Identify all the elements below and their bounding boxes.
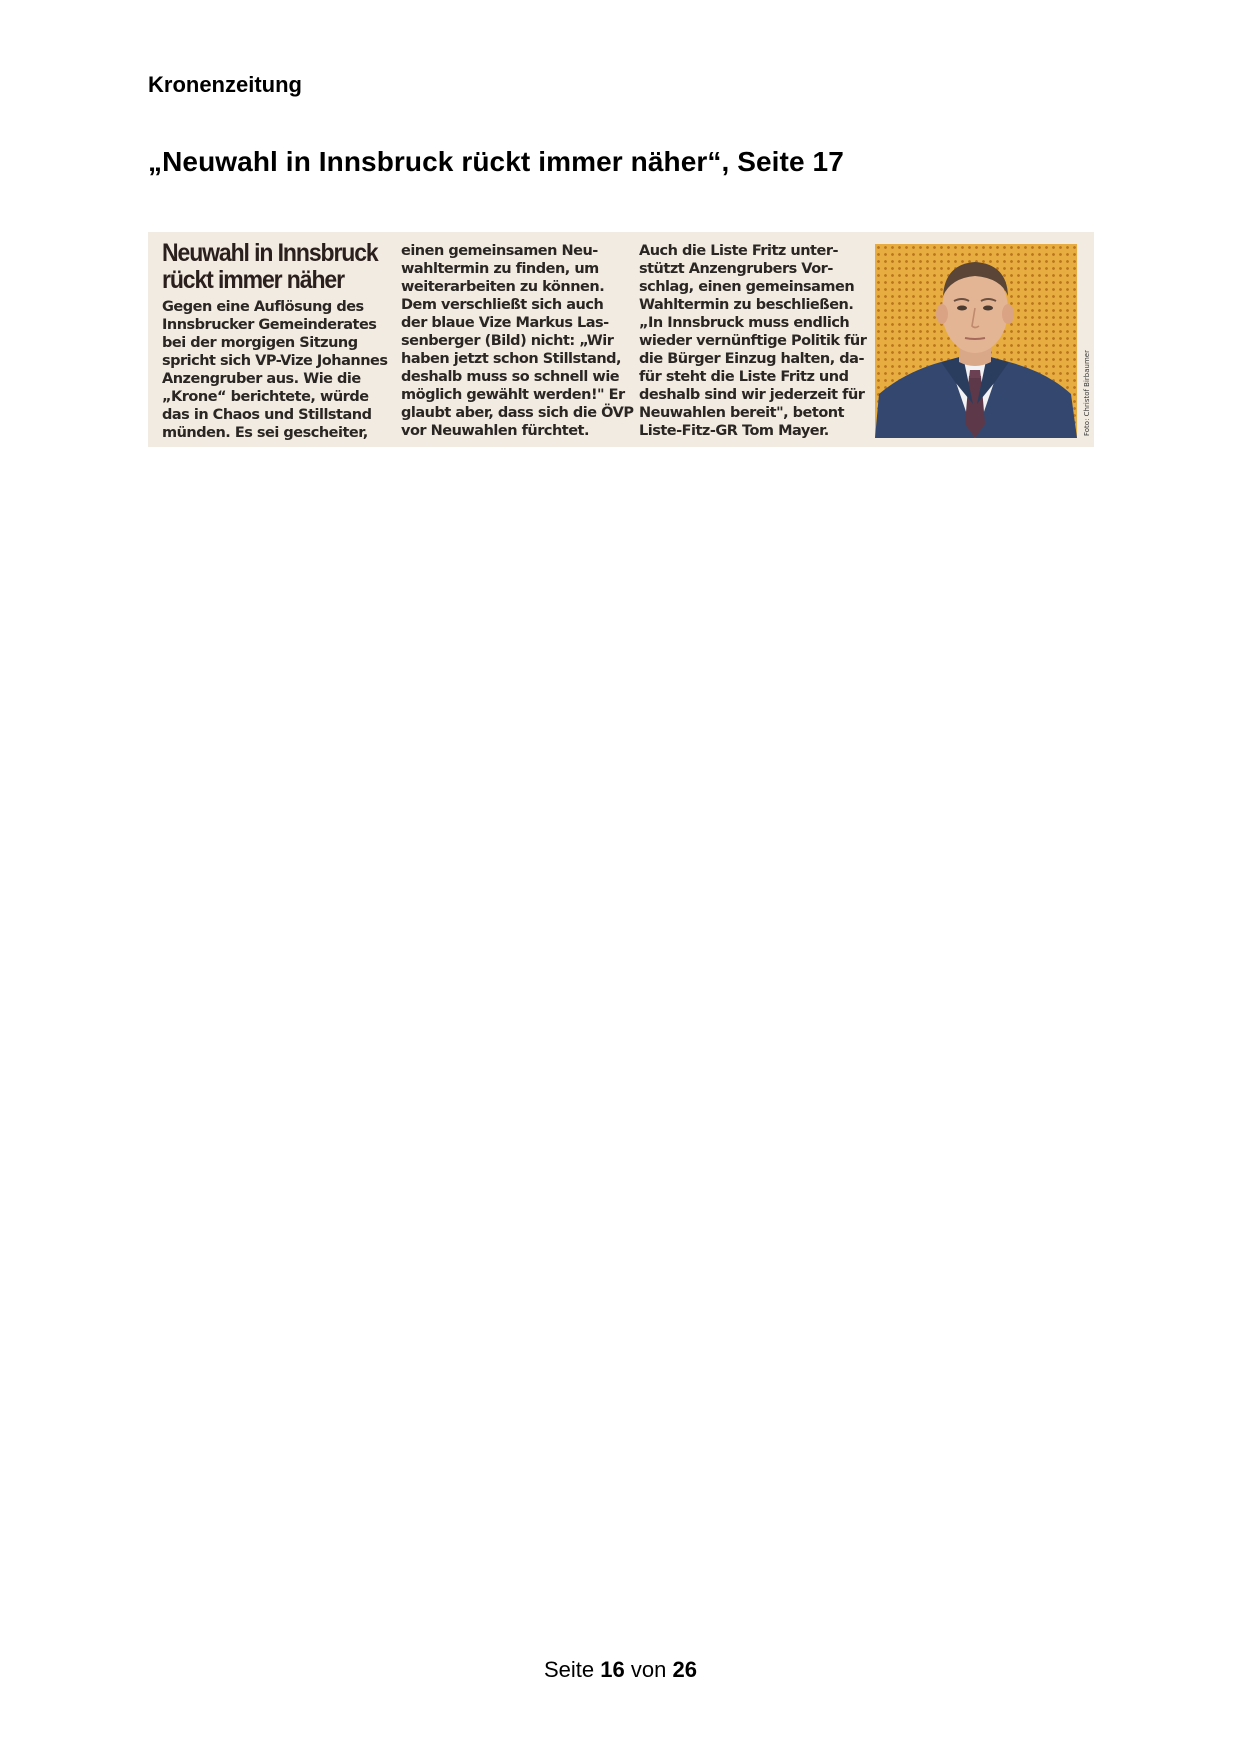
total-page-count: 26: [672, 1657, 697, 1682]
page-label: Seite: [544, 1657, 595, 1682]
text-line: Liste-Fitz-GR Tom Mayer.: [639, 423, 829, 439]
portrait-photo: [875, 244, 1077, 438]
text-line: „In Innsbruck muss endlich: [639, 315, 850, 331]
text-line: weiterarbeiten zu können.: [401, 279, 605, 295]
article-column-1: [162, 240, 387, 442]
newspaper-clipping: [148, 232, 1094, 447]
article-headline: [162, 239, 378, 294]
text-line: einen gemeinsamen Neu-: [401, 243, 598, 259]
text-line: für steht die Liste Fritz und: [639, 369, 849, 385]
headline-line: Neuwahl in Innsbruck: [162, 239, 378, 267]
text-line: wieder vernünftige Politik für: [639, 333, 867, 349]
text-line: Anzengruber aus. Wie die: [162, 371, 361, 387]
text-line: Innsbrucker Gemeinderates: [162, 317, 377, 333]
text-line: vor Neuwahlen fürchtet.: [401, 423, 589, 439]
text-line: senberger (Bild) nicht: „Wir: [401, 333, 614, 349]
text-line: das in Chaos und Stillstand: [162, 407, 372, 423]
text-line: möglich gewählt werden!" Er: [401, 387, 625, 403]
document-title: „Neuwahl in Innsbruck rückt immer näher“, Seite 17: [148, 146, 844, 177]
text-line: wahltermin zu finden, um: [401, 261, 599, 277]
current-page-number: 16: [600, 1657, 625, 1682]
portrait-illustration: [875, 244, 1077, 438]
text-line: der blaue Vize Markus Las-: [401, 315, 609, 331]
photo-credit: Foto: Christof Birbaumer: [1083, 350, 1091, 436]
text-line: bei der morgigen Sitzung: [162, 335, 358, 351]
text-line: haben jetzt schon Stillstand,: [401, 351, 622, 367]
text-line: stützt Anzengrubers Vor-: [639, 261, 833, 277]
page-footer: [0, 1657, 1241, 1683]
text-line: „Krone“ berichtete, würde: [162, 389, 369, 405]
text-line: Gegen eine Auflösung des: [162, 299, 364, 315]
page-of-label: von: [630, 1657, 667, 1682]
text-line: spricht sich VP-Vize Johannes: [162, 353, 388, 369]
headline-line: rückt immer näher: [162, 266, 344, 294]
text-line: glaubt aber, dass sich die ÖVP: [401, 405, 634, 421]
text-line: Neuwahlen bereit", betont: [639, 405, 845, 421]
text-line: deshalb muss so schnell wie: [401, 369, 620, 385]
text-line: die Bürger Einzug halten, da-: [639, 351, 864, 367]
article-column-3: [639, 242, 867, 440]
article-column-2: [401, 242, 634, 440]
text-line: deshalb sind wir jederzeit für: [639, 387, 865, 403]
text-line: Dem verschließt sich auch: [401, 297, 604, 313]
text-line: Auch die Liste Fritz unter-: [639, 243, 838, 259]
text-line: Wahltermin zu beschließen.: [639, 297, 854, 313]
text-line: münden. Es sei gescheiter,: [162, 425, 368, 441]
source-name: Kronenzeitung: [148, 72, 302, 97]
text-line: schlag, einen gemeinsamen: [639, 279, 855, 295]
